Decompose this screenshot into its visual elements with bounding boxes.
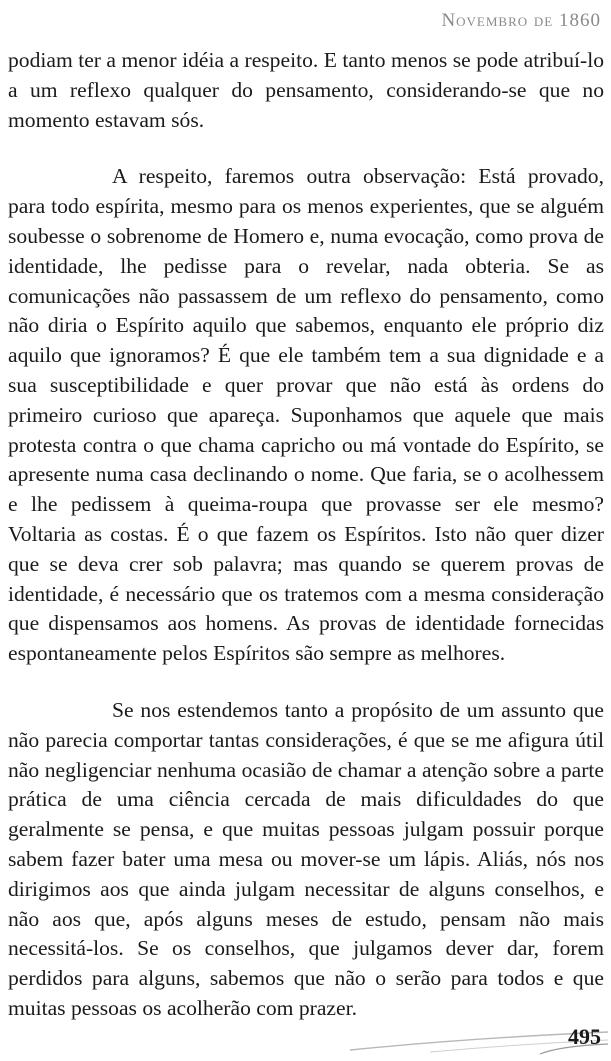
paragraph-practical-advice: Se nos estendemos tanto a propósito de um assunto que não parecia comportar tantas considerações, é que se me afigura útil não negligenciar nenhuma ocasião de chamar a atenção sobre a parte prática de uma ciência cercada de mais dificuldades do que geralmente se pensa, e que muitas pessoas julgam possuir porque sabem fazer bater uma mesa ou mover-se um lápis. Aliás, nós nos dirigimos aos que ainda julgam necessitar de alguns conselhos, e não aos que, após alguns meses de estudo, pensam não mais necessitá-los. Se os conselhos, que julgamos dever dar, forem perdidos para alguns, sabemos que não o serão para todos e que muitas pessoas os acolherão com prazer. xyxy=(8,697,604,1020)
decorative-swoosh-icon xyxy=(0,1010,611,1061)
page-number: 495 xyxy=(568,1024,601,1049)
page-body xyxy=(8,46,604,1024)
page-footer xyxy=(0,1010,611,1061)
running-header: Novembro de 1860 xyxy=(441,10,601,31)
paragraph-continuation: podiam ter a menor idéia a respeito. E tanto menos se pode atribuí-lo a um reflexo qualquer do pensamento, considerando-se que no momento estavam sós. xyxy=(8,48,604,132)
paragraph-identity-proof: A respeito, faremos outra observação: Está provado, para todo espírita, mesmo para os menos experientes, que se alguém soubesse o sobrenome de Homero e, numa evocação, como prova de identidade, lhe pedisse para o revelar, nada obteria. Se as comunicações não passassem de um reflexo do pensamento, como não diria o Espírito aquilo que sabemos, enquanto ele próprio diz aquilo que ignoramos? É que ele também tem a sua dignidade e a sua susceptibilidade e quer provar que não está às ordens do primeiro curioso que apareça. Suponhamos que aquele que mais protesta contra o que chama capricho ou má vontade do Espírito, se apresente numa casa declinando o nome. Que faria, se o acolhessem e lhe pedissem à queima-roupa que provasse ser ele mesmo? Voltaria as costas. É o que fazem os Espíritos. Isto não quer dizer que se deva crer sob palavra; mas quando se querem provas de identidade, é necessário que os tratemos com a mesma consideração que dispensamos aos homens. As provas de identidade fornecidas espontaneamente pelos Espíritos são sempre as melhores. xyxy=(8,164,604,666)
